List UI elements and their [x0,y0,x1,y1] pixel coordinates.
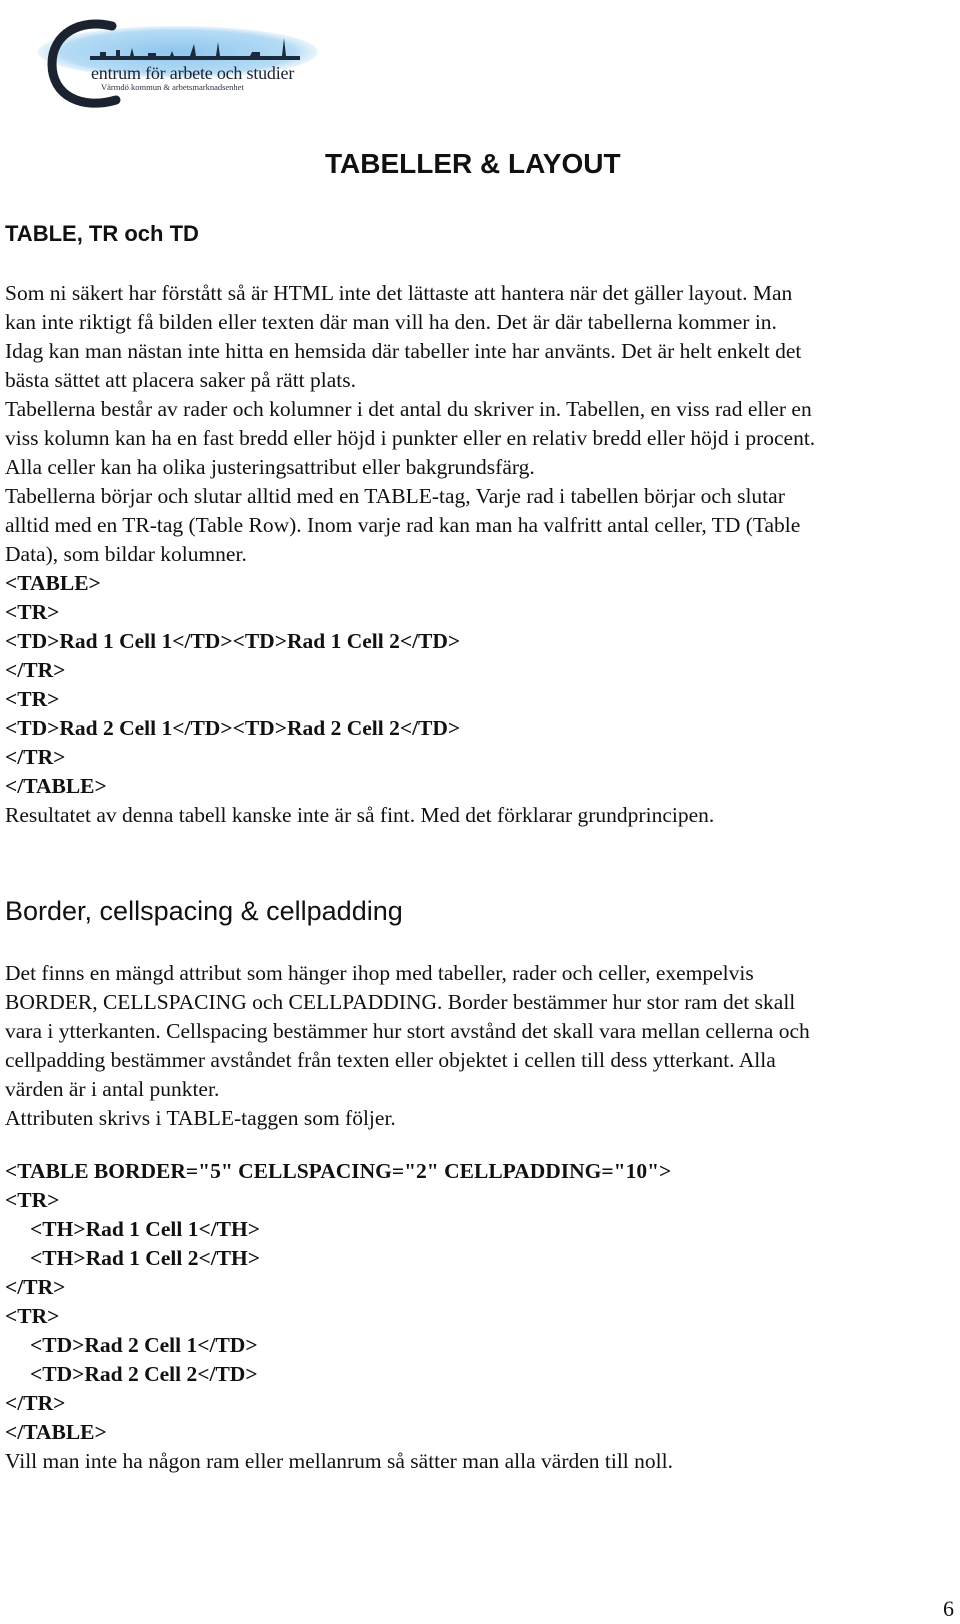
result-text: Resultatet av denna tabell kanske inte är så fint. Med det förklarar grundprincipen. [5,803,715,827]
code-line: <TD>Rad 2 Cell 1</TD><TD>Rad 2 Cell 2</TD> [5,716,461,740]
paragraph-line: Attributen skrivs i TABLE-taggen som följer. [5,1106,396,1130]
code-line: </TR> [5,1275,66,1299]
paragraph-line: bästa sättet att placera saker på rätt plats. [5,368,357,392]
code-line: <TH>Rad 1 Cell 1</TH> [30,1217,260,1241]
code-line: <TD>Rad 1 Cell 1</TD><TD>Rad 1 Cell 2</TD> [5,629,461,653]
section-border-code [5,1157,955,1476]
logo-graphic [20,12,320,112]
section-heading-border: Border, cellspacing & cellpadding [5,896,403,926]
code-line: </TABLE> [5,774,107,798]
organization-logo [20,12,320,112]
code-line: <TABLE> [5,571,101,595]
code-line: <TR> [5,1304,60,1328]
code-line: </TABLE> [5,1420,107,1444]
section-border-body [5,959,955,1133]
paragraph-line: Data), som bildar kolumner. [5,542,247,566]
code-line: <TR> [5,1188,60,1212]
code-line: <TD>Rad 2 Cell 1</TD> [30,1333,258,1357]
paragraph-line: Det finns en mängd attribut som hänger ihop med tabeller, rader och celler, exempelvis [5,961,754,985]
paragraph-line: cellpadding bestämmer avståndet från texten eller objektet i cellen till dess ytterkant. Alla [5,1048,776,1072]
paragraph-line: BORDER, CELLSPACING och CELLPADDING. Border bestämmer hur stor ram det skall [5,990,796,1014]
code-line: </TR> [5,1391,66,1415]
paragraph-line: Tabellerna börjar och slutar alltid med en TABLE-tag, Varje rad i tabellen börjar och slutar [5,484,785,508]
logo-subtitle: Värmdö kommun & arbetsmarknadsenhet [101,82,244,92]
section-table-body [5,279,955,830]
paragraph-line: Som ni säkert har förstått så är HTML inte det lättaste att hantera när det gäller layout. Man [5,281,793,305]
page-title: TABELLER & LAYOUT [325,148,621,179]
paragraph-line: värden är i antal punkter. [5,1077,220,1101]
paragraph-line: Idag kan man nästan inte hitta en hemsida där tabeller inte har använts. Det är helt enkelt det [5,339,802,363]
logo-name: entrum för arbete och studier [91,63,295,83]
paragraph-line: kan inte riktigt få bilden eller texten där man vill ha den. Det är där tabellerna kommer in. [5,310,777,334]
code-line: </TR> [5,658,66,682]
paragraph-line: viss kolumn kan ha en fast bredd eller höjd i punkter eller en relativ bredd eller höjd i procent. [5,426,816,450]
code-line: <TR> [5,600,60,624]
code-line: <TABLE BORDER="5" CELLSPACING="2" CELLPADDING="10"> [5,1159,672,1183]
code-line: <TH>Rad 1 Cell 2</TH> [30,1246,260,1270]
paragraph-line: vara i ytterkanten. Cellspacing bestämmer hur stort avstånd det skall vara mellan cellerna och [5,1019,810,1043]
section-heading-table: TABLE, TR och TD [5,221,199,246]
code-line: <TR> [5,687,60,711]
page-number: 6 [943,1596,954,1621]
outro-text: Vill man inte ha någon ram eller mellanrum så sätter man alla värden till noll. [5,1449,673,1473]
paragraph-line: Alla celler kan ha olika justeringsattribut eller bakgrundsfärg. [5,455,535,479]
paragraph-line: Tabellerna består av rader och kolumner i det antal du skriver in. Tabellen, en viss rad eller en [5,397,812,421]
paragraph-line: alltid med en TR-tag (Table Row). Inom varje rad kan man ha valfritt antal celler, TD (Table [5,513,801,537]
code-line: </TR> [5,745,66,769]
code-line: <TD>Rad 2 Cell 2</TD> [30,1362,258,1386]
